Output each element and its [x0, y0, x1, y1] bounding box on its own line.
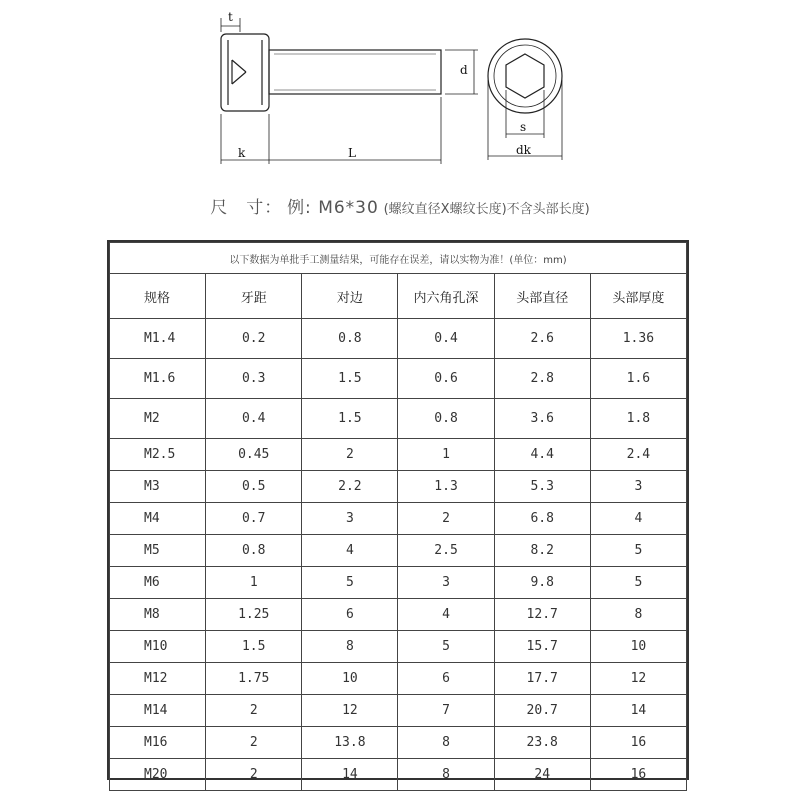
table-cell: 16	[590, 727, 686, 759]
spec-size-cell: M6	[110, 567, 206, 599]
table-cell: 20.7	[494, 695, 590, 727]
spec-size-cell: M1.6	[110, 359, 206, 399]
table-cell: 8	[398, 759, 494, 791]
table-row	[110, 631, 687, 663]
spec-size-cell: M2	[110, 399, 206, 439]
table-cell: 0.6	[398, 359, 494, 399]
dim-label-t: t	[228, 10, 233, 24]
table-cell: 2.6	[494, 319, 590, 359]
table-cell: 2.4	[590, 439, 686, 471]
spec-size-cell: M5	[110, 535, 206, 567]
hex-socket	[506, 54, 544, 98]
table-cell: 5	[398, 631, 494, 663]
table-cell: 0.4	[206, 399, 302, 439]
table-cell: 5	[590, 535, 686, 567]
spec-size-cell: M4	[110, 503, 206, 535]
table-cell: 8	[590, 599, 686, 631]
header-cell: 牙距	[206, 274, 302, 319]
table-cell: 3	[398, 567, 494, 599]
table-note-row	[110, 243, 687, 274]
table-cell: 0.4	[398, 319, 494, 359]
header-cell: 头部厚度	[590, 274, 686, 319]
table-cell: 1	[206, 567, 302, 599]
table-row	[110, 663, 687, 695]
caption-example: 例: M6*30	[287, 198, 379, 218]
table-cell: 2	[206, 695, 302, 727]
table-cell: 23.8	[494, 727, 590, 759]
table-row	[110, 471, 687, 503]
table-cell: 2	[206, 759, 302, 791]
table-cell: 4	[398, 599, 494, 631]
table-cell: 15.7	[494, 631, 590, 663]
table-row	[110, 359, 687, 399]
table-cell: 14	[590, 695, 686, 727]
table-cell: 12	[302, 695, 398, 727]
spec-size-cell: M14	[110, 695, 206, 727]
table-cell: 8.2	[494, 535, 590, 567]
size-caption	[0, 193, 800, 218]
table-cell: 1.5	[206, 631, 302, 663]
table-row	[110, 439, 687, 471]
table-row	[110, 759, 687, 791]
header-cell: 规格	[110, 274, 206, 319]
table-row	[110, 503, 687, 535]
table-cell: 4	[302, 535, 398, 567]
header-cell: 内六角孔深	[398, 274, 494, 319]
table-cell: 1.5	[302, 399, 398, 439]
table-row	[110, 695, 687, 727]
header-cell: 对边	[302, 274, 398, 319]
table-cell: 1.3	[398, 471, 494, 503]
table-cell: 3	[590, 471, 686, 503]
table-row	[110, 319, 687, 359]
table-row	[110, 727, 687, 759]
caption-prefix: 尺 寸：	[210, 198, 283, 218]
table-cell: 7	[398, 695, 494, 727]
spec-size-cell: M12	[110, 663, 206, 695]
table-cell: 13.8	[302, 727, 398, 759]
table-row	[110, 399, 687, 439]
table-cell: 0.7	[206, 503, 302, 535]
table-cell: 3	[302, 503, 398, 535]
table-cell: 1.75	[206, 663, 302, 695]
spec-size-cell: M1.4	[110, 319, 206, 359]
table-cell: 0.5	[206, 471, 302, 503]
spec-size-cell: M10	[110, 631, 206, 663]
table-cell: 0.45	[206, 439, 302, 471]
table-row	[110, 535, 687, 567]
spec-table	[107, 240, 689, 780]
table-cell: 10	[590, 631, 686, 663]
screw-shank-side	[269, 50, 441, 94]
dim-label-d: d	[460, 63, 468, 77]
table-cell: 9.8	[494, 567, 590, 599]
table-cell: 3.6	[494, 399, 590, 439]
screw-dimension-drawing	[0, 0, 800, 175]
table-cell: 8	[398, 727, 494, 759]
table-cell: 6	[398, 663, 494, 695]
table-cell: 1	[398, 439, 494, 471]
dim-label-s: s	[520, 120, 527, 134]
table-cell: 1.6	[590, 359, 686, 399]
table-note: 以下数据为单批手工测量结果，可能存在误差，请以实物为准！(单位：mm)	[110, 243, 687, 274]
dim-label-L: L	[348, 146, 356, 160]
spec-size-cell: M2.5	[110, 439, 206, 471]
table-cell: 0.2	[206, 319, 302, 359]
table-cell: 14	[302, 759, 398, 791]
caption-detail: (螺纹直径X螺纹长度)不含头部长度)	[383, 202, 590, 217]
table-cell: 2	[206, 727, 302, 759]
table-cell: 1.25	[206, 599, 302, 631]
table-cell: 17.7	[494, 663, 590, 695]
table-cell: 12.7	[494, 599, 590, 631]
table-cell: 0.8	[398, 399, 494, 439]
screw-head-end-outer	[488, 39, 562, 113]
table-cell: 6.8	[494, 503, 590, 535]
table-cell: 2	[398, 503, 494, 535]
table-cell: 1.5	[302, 359, 398, 399]
table-cell: 2.2	[302, 471, 398, 503]
screw-drawing-svg	[0, 0, 800, 175]
table-cell: 4.4	[494, 439, 590, 471]
table-header-row	[110, 274, 687, 319]
table-cell: 1.8	[590, 399, 686, 439]
table-cell: 2	[302, 439, 398, 471]
table-cell: 5.3	[494, 471, 590, 503]
table-cell: 0.3	[206, 359, 302, 399]
table-cell: 16	[590, 759, 686, 791]
table-cell: 24	[494, 759, 590, 791]
table-cell: 5	[302, 567, 398, 599]
table-cell: 0.8	[206, 535, 302, 567]
dim-label-dk: dk	[516, 143, 531, 157]
table-cell: 5	[590, 567, 686, 599]
table-cell: 8	[302, 631, 398, 663]
table-cell: 4	[590, 503, 686, 535]
dim-label-k: k	[238, 146, 246, 160]
table-row	[110, 567, 687, 599]
table-cell: 2.8	[494, 359, 590, 399]
spec-size-cell: M20	[110, 759, 206, 791]
table-cell: 0.8	[302, 319, 398, 359]
header-cell: 头部直径	[494, 274, 590, 319]
table-cell: 12	[590, 663, 686, 695]
table-cell: 1.36	[590, 319, 686, 359]
table-cell: 2.5	[398, 535, 494, 567]
table-cell: 6	[302, 599, 398, 631]
spec-size-cell: M8	[110, 599, 206, 631]
spec-size-cell: M3	[110, 471, 206, 503]
table-row	[110, 599, 687, 631]
spec-size-cell: M16	[110, 727, 206, 759]
table-cell: 10	[302, 663, 398, 695]
